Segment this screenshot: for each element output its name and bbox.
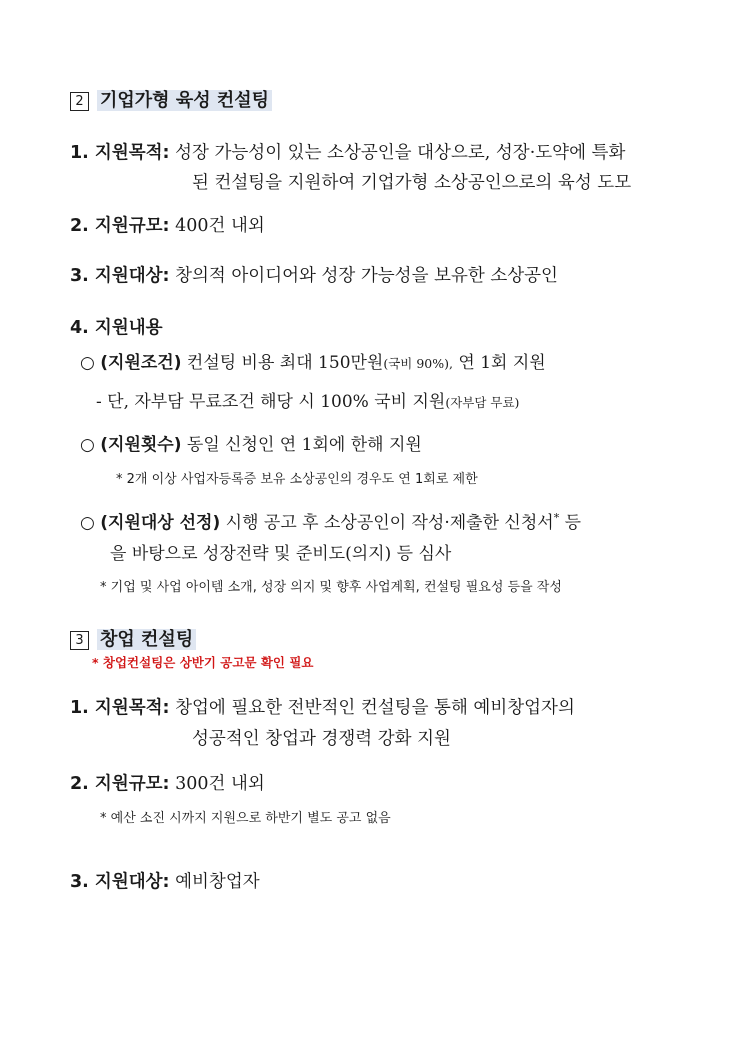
support-target [70,262,558,287]
startup-target [70,868,260,893]
sub-text: 동일 신청인 연 1회에 한해 지원 [186,435,422,455]
item-label: 1. 지원목적: [70,698,170,718]
section-2-heading [70,86,272,112]
sub-small: (국비 90%), [383,356,453,371]
bullet: ○ [80,353,95,373]
support-purpose [70,139,625,164]
startup-scale-note: * 예산 소진 시까지 지원으로 하반기 별도 공고 없음 [100,811,391,826]
sub-text: 컨설팅 비용 최대 150만원 [186,353,384,373]
section-3-heading [70,625,196,651]
bullet: ○ [80,435,95,455]
startup-scale [70,770,265,795]
section-number: 3 [70,631,89,650]
support-selection [80,508,581,533]
support-selection-note: * 기업 및 사업 아이템 소개, 성장 의지 및 향후 사업계획, 컨설팅 필요성 등을 작성 [100,580,562,595]
sub-label: (지원대상 선정) [100,513,221,533]
item-text: 400건 내외 [175,216,265,236]
support-scale [70,212,265,237]
sub-text: - 단, 자부담 무료조건 해당 시 100% 국비 지원 [96,392,446,412]
item-label: 2. 지원규모: [70,216,170,236]
item-text: 성장 가능성이 있는 소상공인을 대상으로, 성장·도약에 특화 [175,143,626,163]
footnote-mark: * [553,511,560,525]
section-title: 기업가형 육성 컨설팅 [97,90,272,111]
item-text: 창의적 아이디어와 성장 가능성을 보유한 소상공인 [175,266,558,286]
item-label: 2. 지원규모: [70,774,170,794]
item-label: 1. 지원목적: [70,143,170,163]
startup-purpose [70,694,575,719]
support-count [80,430,422,455]
item-text: 예비창업자 [175,872,260,892]
support-count-note: * 2개 이상 사업자등록증 보유 소상공인의 경우도 연 1회로 제한 [116,472,478,487]
support-content-heading [70,314,163,339]
bullet: ○ [80,513,95,533]
startup-notice: * 창업컨설팅은 상반기 공고문 확인 필요 [92,655,314,670]
sub-label: (지원조건) [100,353,182,373]
section-number: 2 [70,92,89,111]
item-label: 4. 지원내용 [70,318,163,338]
section-title: 창업 컨설팅 [97,629,196,650]
support-purpose-cont: 된 컨설팅을 지원하여 기업가형 소상공인으로의 육성 도모 [192,173,632,193]
sub-text: 시행 공고 후 소상공인이 작성·제출한 신청서 [225,513,554,533]
support-condition-sub [96,387,519,412]
support-condition [80,348,546,373]
item-label: 3. 지원대상: [70,266,170,286]
sub-small: (자부담 무료) [445,395,520,410]
item-label: 3. 지원대상: [70,872,170,892]
startup-purpose-cont: 성공적인 창업과 경쟁력 강화 지원 [192,729,451,749]
sub-text-end: 등 [564,513,582,533]
support-selection-cont: 을 바탕으로 성장전략 및 준비도(의지) 등 심사 [110,544,452,564]
item-text: 창업에 필요한 전반적인 컨설팅을 통해 예비창업자의 [175,698,575,718]
sub-tail: 연 1회 지원 [458,353,546,373]
item-text: 300건 내외 [175,774,265,794]
sub-label: (지원횟수) [100,435,182,455]
